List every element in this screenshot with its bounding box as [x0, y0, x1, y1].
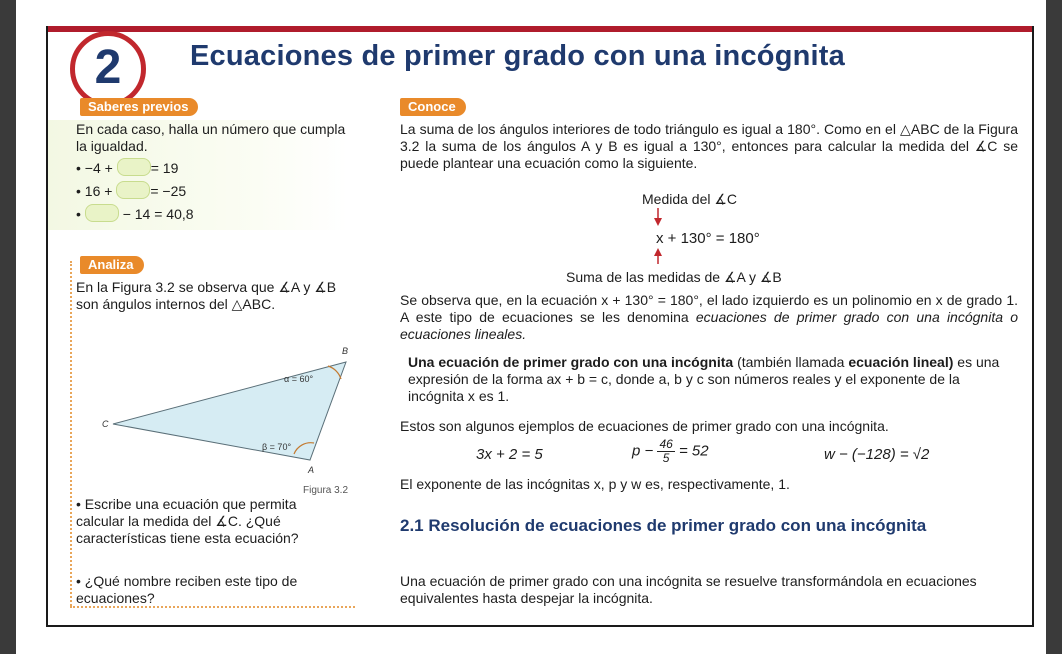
- figure-caption: Figura 3.2: [303, 485, 349, 496]
- triangle-figure: [88, 336, 348, 486]
- analiza-border-left: [70, 261, 72, 606]
- exponent-note: El exponente de las incógnitas x, p y w es, respectivamente, 1.: [400, 476, 790, 492]
- diagram-equation: x + 130° = 180°: [656, 230, 760, 247]
- vertex-a-label: A: [308, 465, 315, 475]
- answer-blank: [116, 181, 150, 199]
- page-title: Ecuaciones de primer grado con una incógnita: [190, 40, 845, 72]
- arrow-down-icon: [654, 218, 662, 226]
- textbook-page: [16, 0, 1046, 654]
- answer-blank: [85, 204, 119, 222]
- arrow-up-icon: [654, 248, 662, 256]
- vertex-c-label: C: [102, 419, 109, 429]
- analiza-question-2: • ¿Qué nombre reciben este tipo de ecuaciones?: [76, 573, 298, 606]
- saberes-item-1: • −4 + = 19: [76, 160, 179, 176]
- analiza-question-1: • Escribe una ecuación que permita calcular la medida del ∡C. ¿Qué características tiene esta ecuación?: [76, 496, 299, 546]
- saberes-tag: Saberes previos: [80, 98, 198, 116]
- conoce-paragraph-1: La suma de los ángulos interiores de todo triángulo es igual a 180°. Como en el △ABC de la Figura 3.2 la suma de los ángulos A y B es igual a 130°, entonces para calcular la medida del ∡C se puede plantear una ecuación como la siguiente.: [400, 121, 1018, 171]
- alpha-label: α = 60°: [284, 374, 314, 384]
- analiza-tag: Analiza: [80, 256, 144, 274]
- saberes-item-3: • − 14 = 40,8: [76, 206, 194, 222]
- example-2: p − $\frac{46}{5}$ = 52: [632, 437, 709, 465]
- conoce-tag: Conoce: [400, 98, 466, 116]
- section-2-1-heading: 2.1 Resolución de ecuaciones de primer grado con una incógnita: [400, 516, 927, 535]
- diagram-bottom-label: Suma de las medidas de ∡A y ∡B: [566, 269, 782, 285]
- top-accent-bar: [48, 26, 1032, 32]
- definition-paragraph: Una ecuación de primer grado con una incógnita (también llamada ecuación lineal) es una expresión de la forma ax + b = c, donde a, b y c son números reales y el exponente de la incógnita x es 1.: [408, 354, 1000, 404]
- saberes-item-2: • 16 + = −25: [76, 183, 187, 199]
- saberes-intro: En cada caso, halla un número que cumpla la igualdad.: [76, 121, 346, 154]
- answer-blank: [117, 158, 151, 176]
- content-frame: [46, 26, 1034, 627]
- conoce-paragraph-2: Se observa que, en la ecuación x + 130° = 180°, el lado izquierdo es un polinomio en x de grado 1. A este tipo de ecuaciones se les denomina ecuaciones de primer grado con una incógnita o ecuaciones lineales.: [400, 292, 1018, 342]
- example-3: w − (−128) = √2: [824, 446, 930, 463]
- section-number-badge: 2: [70, 31, 146, 107]
- diagram-top-label: Medida del ∡C: [642, 191, 738, 207]
- fraction: $\frac{46}{5}$: [659, 437, 673, 465]
- section-2-1-text: Una ecuación de primer grado con una incógnita se resuelve transformándola en ecuaciones equivalentes hasta despejar la incógnita.: [400, 573, 977, 606]
- beta-label: β = 70°: [262, 442, 292, 452]
- example-1: 3x + 2 = 5: [476, 446, 543, 463]
- examples-intro: Estos son algunos ejemplos de ecuaciones de primer grado con una incógnita.: [400, 418, 889, 434]
- analiza-text: En la Figura 3.2 se observa que ∡A y ∡B son ángulos internos del △ABC.: [76, 279, 337, 312]
- vertex-b-label: B: [342, 346, 348, 356]
